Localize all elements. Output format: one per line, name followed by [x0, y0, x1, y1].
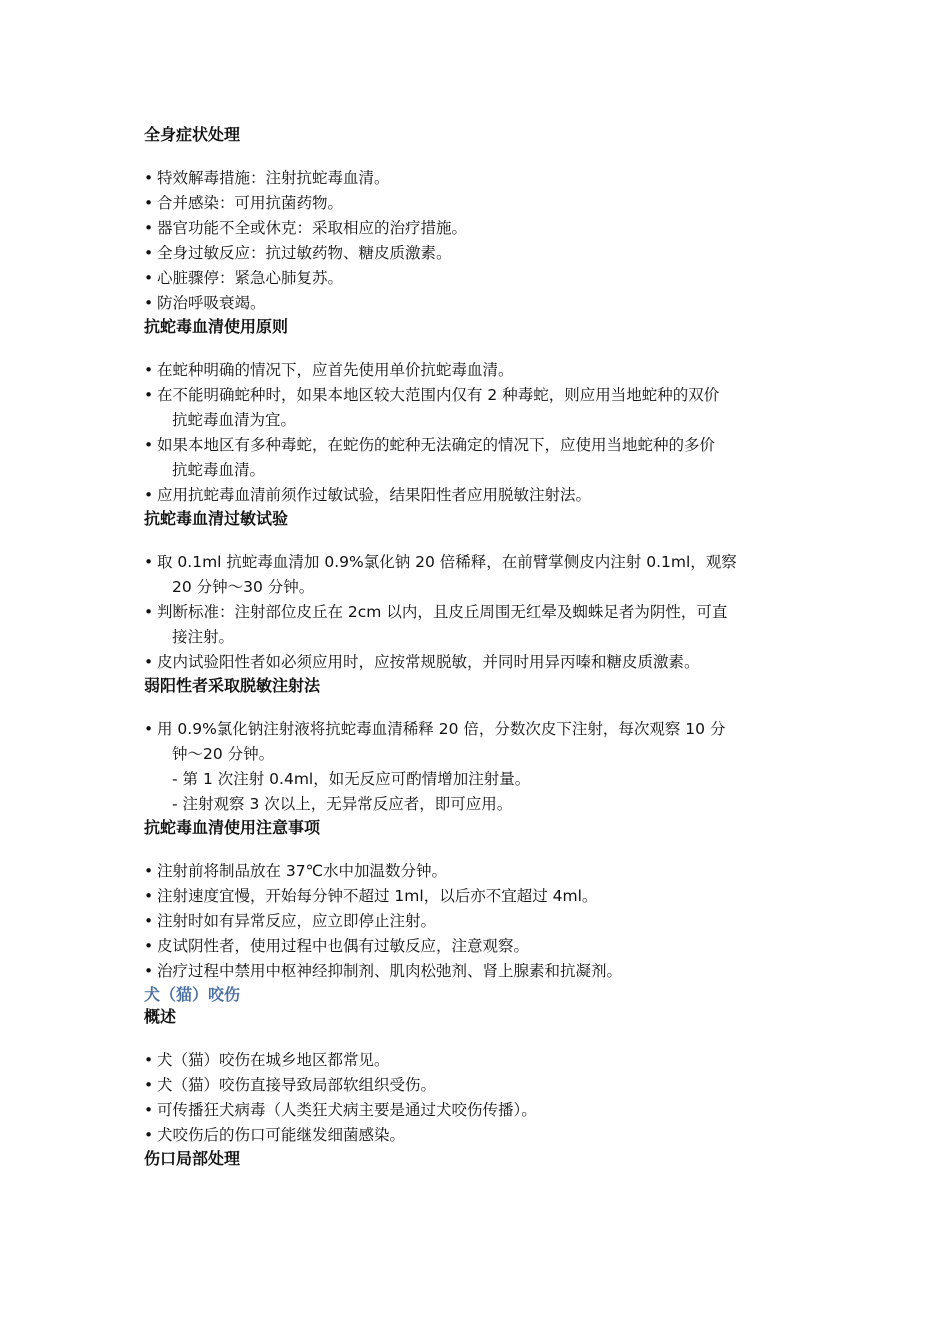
sub-list-item: - 第 1 次注射 0.4ml，如无反应可酌情增加注射量。: [172, 770, 531, 788]
section-heading: 全身症状处理: [144, 125, 241, 144]
list-item: • 在蛇种明确的情况下，应首先使用单价抗蛇毒血清。: [144, 361, 514, 379]
list-item: • 犬咬伤后的伤口可能继发细菌感染。: [144, 1126, 406, 1144]
spacer: [144, 839, 810, 859]
section-heading: 抗蛇毒血清过敏试验: [144, 509, 289, 528]
list-item: • 在不能明确蛇种时，如果本地区较大范围内仅有 2 种毒蛇，则应用当地蛇种的双价: [144, 386, 720, 404]
list-item-continuation: 接注射。: [172, 628, 235, 646]
sub-list-item: - 注射观察 3 次以上，无异常反应者，即可应用。: [172, 795, 513, 813]
list-item: • 可传播狂犬病毒（人类狂犬病主要是通过犬咬伤传播）。: [144, 1101, 537, 1119]
list-item: • 治疗过程中禁用中枢神经抑制剂、肌肉松弛剂、肾上腺素和抗凝剂。: [144, 962, 623, 980]
list-item: • 注射时如有异常反应，应立即停止注射。: [144, 912, 437, 930]
list-item: • 心脏骤停：紧急心肺复苏。: [144, 269, 344, 287]
spacer: [144, 697, 810, 717]
spacer: [144, 146, 810, 166]
list-item: • 合并感染：可用抗菌药物。: [144, 194, 344, 212]
section-heading: 抗蛇毒血清使用注意事项: [144, 818, 321, 837]
list-item: • 皮内试验阳性者如必须应用时，应按常规脱敏，并同时用异丙嗪和糖皮质激素。: [144, 653, 700, 671]
list-item: • 犬（猫）咬伤直接导致局部软组织受伤。: [144, 1076, 437, 1094]
document-body: [144, 124, 810, 1170]
list-item: • 如果本地区有多种毒蛇，在蛇伤的蛇种无法确定的情况下，应使用当地蛇种的多价: [144, 436, 716, 454]
list-item: • 取 0.1ml 抗蛇毒血清加 0.9%氯化钠 20 倍稀释，在前臂掌侧皮内注射 0.1ml，观察: [144, 553, 737, 571]
section-heading: 弱阳性者采取脱敏注射法: [144, 676, 321, 695]
list-item-continuation: 抗蛇毒血清为宜。: [172, 411, 297, 429]
list-item: • 皮试阴性者，使用过程中也偶有过敏反应，注意观察。: [144, 937, 530, 955]
list-item: • 用 0.9%氯化钠注射液将抗蛇毒血清稀释 20 倍，分数次皮下注射，每次观察 10 分: [144, 720, 726, 738]
list-item: • 防治呼吸衰竭。: [144, 294, 266, 312]
list-item-continuation: 20 分钟～30 分钟。: [172, 578, 315, 596]
section-heading: 概述: [144, 1007, 177, 1026]
list-item-continuation: 抗蛇毒血清。: [172, 461, 266, 479]
spacer: [144, 530, 810, 550]
list-item: • 判断标准：注射部位皮丘在 2cm 以内，且皮丘周围无红晕及蜘蛛足者为阴性，可直: [144, 603, 728, 621]
list-item: • 犬（猫）咬伤在城乡地区都常见。: [144, 1051, 390, 1069]
spacer: [144, 1028, 810, 1048]
list-item: • 注射前将制品放在 37℃水中加温数分钟。: [144, 862, 448, 880]
list-item: • 全身过敏反应：抗过敏药物、糖皮质激素。: [144, 244, 452, 262]
chapter-title: 犬（猫）咬伤: [144, 985, 241, 1004]
spacer: [144, 338, 810, 358]
list-item: • 器官功能不全或休克：采取相应的治疗措施。: [144, 219, 468, 237]
section-heading: 伤口局部处理: [144, 1149, 241, 1168]
section-heading: 抗蛇毒血清使用原则: [144, 317, 289, 336]
list-item: • 特效解毒措施：注射抗蛇毒血清。: [144, 169, 390, 187]
list-item-continuation: 钟～20 分钟。: [172, 745, 275, 763]
list-item: • 注射速度宜慢，开始每分钟不超过 1ml，以后亦不宜超过 4ml。: [144, 887, 598, 905]
list-item: • 应用抗蛇毒血清前须作过敏试验，结果阳性者应用脱敏注射法。: [144, 486, 592, 504]
